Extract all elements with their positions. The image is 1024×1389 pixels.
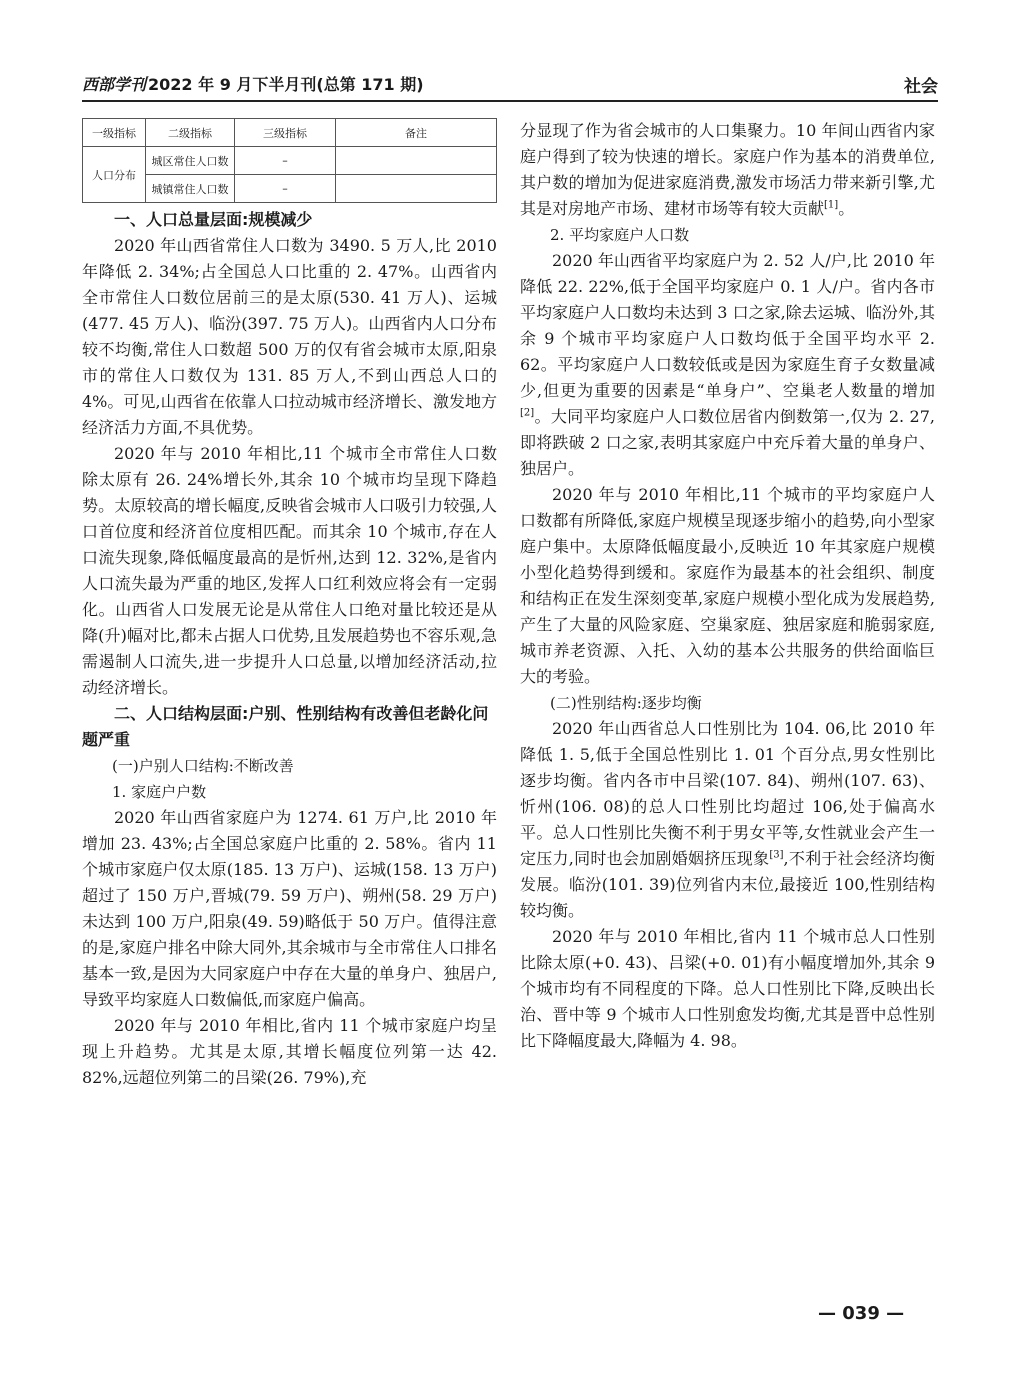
paragraph: 2020 年与 2010 年相比,省内 11 个城市总人口性别比除太原(+0. 43)、吕梁(+0. 01)有小幅度增加外,其余 9 个城市均有不同程度的下降。总人口性别比下降,反映出长治、晋中等 9 个城市人口性别愈发均衡,尤其是晋中总性别比下降幅度最大,降幅为 4. 98。 (520, 927, 935, 1050)
table-group-cell: 人口分布 (83, 147, 146, 203)
paragraph: 2020 年与 2010 年相比,11 个城市的平均家庭户人口数都有所降低,家庭户规模呈现逐步缩小的趋势,向小型家庭户集中。太原降低幅度最小,反映近 10 年其家庭户规模小型化趋势得到缓和。家庭作为最基本的社会组织、制度和结构正在发生深刻变革,家庭户规模小型化成为发展趋势,产生了大量的风险家庭、空巢家庭、独居家庭和脆弱家庭,城市养老资源、入托、入幼的基本公共服务的供给面临巨大的考验。 (520, 485, 935, 686)
paragraph-text: 。 (838, 199, 855, 218)
subsection-heading: (二)性别结构:逐步均衡 (550, 694, 702, 712)
paragraph: 2020 年与 2010 年相比,11 个城市全市常住人口数除太原有 26. 24%增长外,其余 10 个城市均呈现下降趋势。太原较高的增长幅度,反映省会城市人口吸引力较强,人口首位度和经济首位度相匹配。而其余 10 个城市,存在人口流失现象,降低幅度最高的是忻州,达到 12. 32%,是省内人口流失最为严重的地区,发挥人口红利效应将会有一定弱化。山西省人口发展无论是从常住人口绝对量比较还是从降(升)幅对比,都未占据人口优势,且发展趋势也不容乐观,急需遏制人口流失,进一步提升人口总量,以增加经济活动,拉动经济增长。 (82, 444, 497, 697)
section-heading: 一、人口总量层面:规模减少 (114, 210, 313, 229)
subsection-heading: (一)户别人口结构:不断改善 (112, 757, 294, 775)
subsection-heading: 2. 平均家庭户人口数 (550, 226, 690, 244)
paragraph (520, 716, 935, 924)
section-name: 社会 (904, 77, 938, 97)
table-cell: 城区常住人口数 (146, 147, 235, 175)
table-cell: – (235, 147, 336, 175)
table-header-cell: 二级指标 (146, 119, 235, 147)
running-header (82, 66, 938, 102)
table-cell (336, 175, 497, 203)
left-column (82, 118, 497, 1091)
table-row (83, 175, 497, 203)
table-header-cell: 三级指标 (235, 119, 336, 147)
right-column (520, 118, 935, 1054)
paragraph-text: ,不利于社会经济均衡发展。临汾(101. 39)位列省内末位,最接近 100,性别结构较均衡。 (520, 849, 935, 920)
journal-info (82, 72, 424, 95)
table-header-row (83, 119, 497, 147)
journal-logo: 西部学刊 (82, 75, 147, 94)
paragraph (520, 118, 935, 222)
paragraph-text: 2020 年山西省平均家庭户为 2. 52 人/户,比 2010 年降低 22. 22%,低于全国平均家庭户 0. 1 人/户。省内各市平均家庭户人口数均未达到 3 口之家,除去运城、临汾外,其余 9 个城市平均家庭户人口数均低于全国平均水平 2. 62。平均家庭户人口数较低或是因为家庭生育子女数量减少,但更为重要的因素是“单身户”、空巢老人数量的增加 (520, 251, 935, 400)
paragraph: 2020 年山西省家庭户为 1274. 61 万户,比 2010 年增加 23. 43%;占全国总家庭户比重的 2. 58%。省内 11 个城市家庭户仅太原(185. 13 万户)、运城(158. 13 万户)超过了 150 万户,晋城(79. 59 万户)、朔州(58. 29 万户)未达到 100 万户,阳泉(49. 59)略低于 50 万户。值得注意的是,家庭户排名中除大同外,其余城市与全市常住人口排名基本一致,是因为大同家庭户中存在大量的单身户、独居户,导致平均家庭人口数偏低,而家庭户偏高。 (82, 808, 497, 1009)
paragraph: 2020 年与 2010 年相比,省内 11 个城市家庭户均呈现上升趋势。尤其是太原,其增长幅度位列第一达 42. 82%,远超位列第二的吕梁(26. 79%),充 (82, 1016, 497, 1087)
section-heading: 二、人口结构层面:户别、性别结构有改善但老龄化问题严重 (82, 704, 489, 749)
paragraph (520, 248, 935, 482)
page-number: — 039 — (818, 1303, 905, 1324)
indicator-table (82, 118, 497, 203)
paragraph-text: 2020 年山西省总人口性别比为 104. 06,比 2010 年降低 1. 5,低于全国总性别比 1. 01 个百分点,男女性别比逐步均衡。省内各市中吕梁(107. 84)、朔州(107. 63)、忻州(106. 08)的总人口性别比均超过 106,处于偏高水平。总人口性别比失衡不利于男女平等,女性就业会产生一定压力,同时也会加剧婚姻挤压现象 (520, 719, 935, 868)
issue-info: 2022 年 9 月下半月刊(总第 171 期) (148, 75, 424, 94)
paragraph-text: 。大同平均家庭户人口数位居省内倒数第一,仅为 2. 27,即将跌破 2 口之家,表明其家庭户中充斥着大量的单身户、独居户。 (520, 407, 935, 478)
table-cell (336, 147, 497, 175)
table-row (83, 147, 497, 175)
table-cell: 城镇常住人口数 (146, 175, 235, 203)
citation-ref: [1] (824, 199, 839, 211)
citation-ref: [3] (769, 849, 784, 861)
table-header-cell: 一级指标 (83, 119, 146, 147)
table-header-cell: 备注 (336, 119, 497, 147)
subsection-heading: 1. 家庭户户数 (112, 783, 207, 801)
citation-ref: [2] (520, 407, 535, 419)
paragraph-text: 分显现了作为省会城市的人口集聚力。10 年间山西省内家庭户得到了较为快速的增长。家庭户作为基本的消费单位,其户数的增加为促进家庭消费,激发市场活力带来新引擎,尤其是对房地产市场、建材市场等有较大贡献 (520, 121, 935, 218)
table-cell: – (235, 175, 336, 203)
paragraph: 2020 年山西省常住人口数为 3490. 5 万人,比 2010 年降低 2. 34%;占全国总人口比重的 2. 47%。山西省内全市常住人口数位居前三的是太原(530. 41 万人)、运城(477. 45 万人)、临汾(397. 75 万人)。山西省内人口分布较不均衡,常住人口数超 500 万的仅有省会城市太原,阳泉市的常住人口数仅为 131. 85 万人,不到山西总人口的 4%。可见,山西省在依靠人口拉动城市经济增长、激发地方经济活力方面,不具优势。 (82, 236, 497, 437)
